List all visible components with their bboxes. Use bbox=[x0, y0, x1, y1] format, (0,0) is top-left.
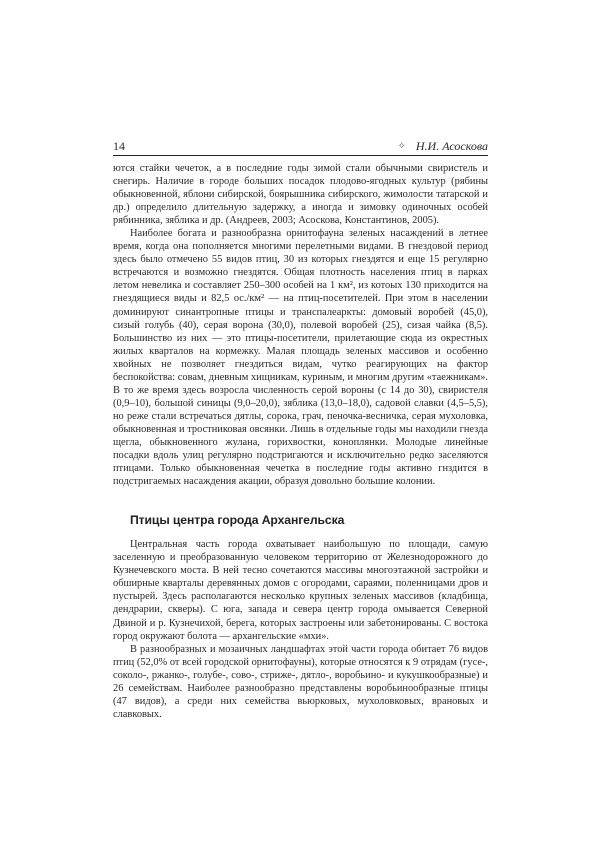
paragraph: В разнообразных и мозаичных ландшафтах этой части города обитает 76 видов птиц (52,0% от всей городской орнитофауны), которые относятся к 9 отрядам (гусе-, соколо-, ржанко-, голубе-, сово-, стриже-, дятло-, воробьино- и кукушкообразные) и 26 семействам. Наиболее разнообразно представлены воробьинообразные птицы (47 видов), а среди них семейства вьюрковых, мухоловковых, врановых и славковых. bbox=[113, 643, 488, 720]
header-author: Н.И. Асоскова bbox=[415, 139, 488, 153]
paragraph: Наиболее богата и разнообразна орнитофауна зеленых насаждений в летнее время, когда она пополняется многими перелетными видами. В гнездовой период здесь было отмечено 55 видов птиц, 30 из которых гнездятся и еще 15 регулярно встречаются и возможно гнездятся. Общая плотность населения птиц в парках летом невелика и составляет 250–300 особей на 1 км², из котоых 130 приходится на гнездящиеся виды и 82,5 ос./км² — на птиц-посетителей. При этом в населении доминируют синантропные птицы и транспалеаркты: домовый воробей (45,0), сизый голубь (40), серая ворона (30,0), полевой воробей (25), сизая чайка (8,5). Большинство из них — это птицы-посетители, прилетающие сюда из окрестных жилых кварталов на кормежку. Малая площадь зеленых массивов и особенно хвойных не позволяет гнездиться видам, чутко реагирующих на фактор беспокойства: совам, дневным хищникам, куриным, и многим другим «таежникам». В то же время здесь возросла численность серой вороны (с 14 до 30), свиристеля (0,9–10), большой синицы (9,0–20,0), зяблика (13,0–18,0), садовой славки (4,5–5,5), но реже стали встречаться дятлы, сорока, грач, пеночка-весничка, серая мухоловка, обыкновенная и тростниковая овсянки. Лишь в отдельные годы мы находили гнезда щегла, обыкновенного жулана, горихвостки, коноплянки. Молодые линейные посадки вдоль улиц регулярно подстригаются и исключительно редко заселяются птицами. Только обыкновенная чечетка в последние годы активно гнздится в подстригаемых насаждения акации, образуя довольно большие колонии. bbox=[113, 228, 488, 488]
paragraph: Центральная часть города охватывает наибольшую по площади, самую заселенную и преобразованную человеком территорию от Железнодорожного до Кузнечевского моста. В ней тесно сочетаются массивы многоэтажной застройки и обширные кварталы деревянных домов с огородами, сараями, поленницами дров и пустырей. Здесь располагаются несколько крупных зеленых массивов (кладбища, дендрарии, скверы). С юга, запада и севера центр города омывается Северной Двиной и р. Кузнечихой, берега, которых застроены или забетонированы. С востока город окружают болота — архангельские «мхи». bbox=[113, 539, 488, 642]
paragraph: ются стайки чечеток, а в последние годы зимой стали обычными свиристель и снегирь. Наличие в городе больших посадок плодово-ягодных культур (рябины обыкновенной, яблони сибирской, боярышника сибирского, жимолости татарской и др.) определило длительную задержку, а иногда и зимовку одиночных особей рябинника, зяблика и др. (Андреев, 2003; Асоскова, Константинов, 2005). bbox=[113, 163, 488, 227]
document-page bbox=[113, 138, 488, 721]
section-heading: Птицы центра города Архангельска bbox=[130, 513, 345, 528]
ornament-diamond-icon: ✧ bbox=[397, 141, 406, 152]
header-author-block bbox=[397, 138, 488, 155]
body-text bbox=[113, 162, 488, 721]
running-header bbox=[113, 138, 488, 156]
page-number: 14 bbox=[113, 139, 125, 153]
